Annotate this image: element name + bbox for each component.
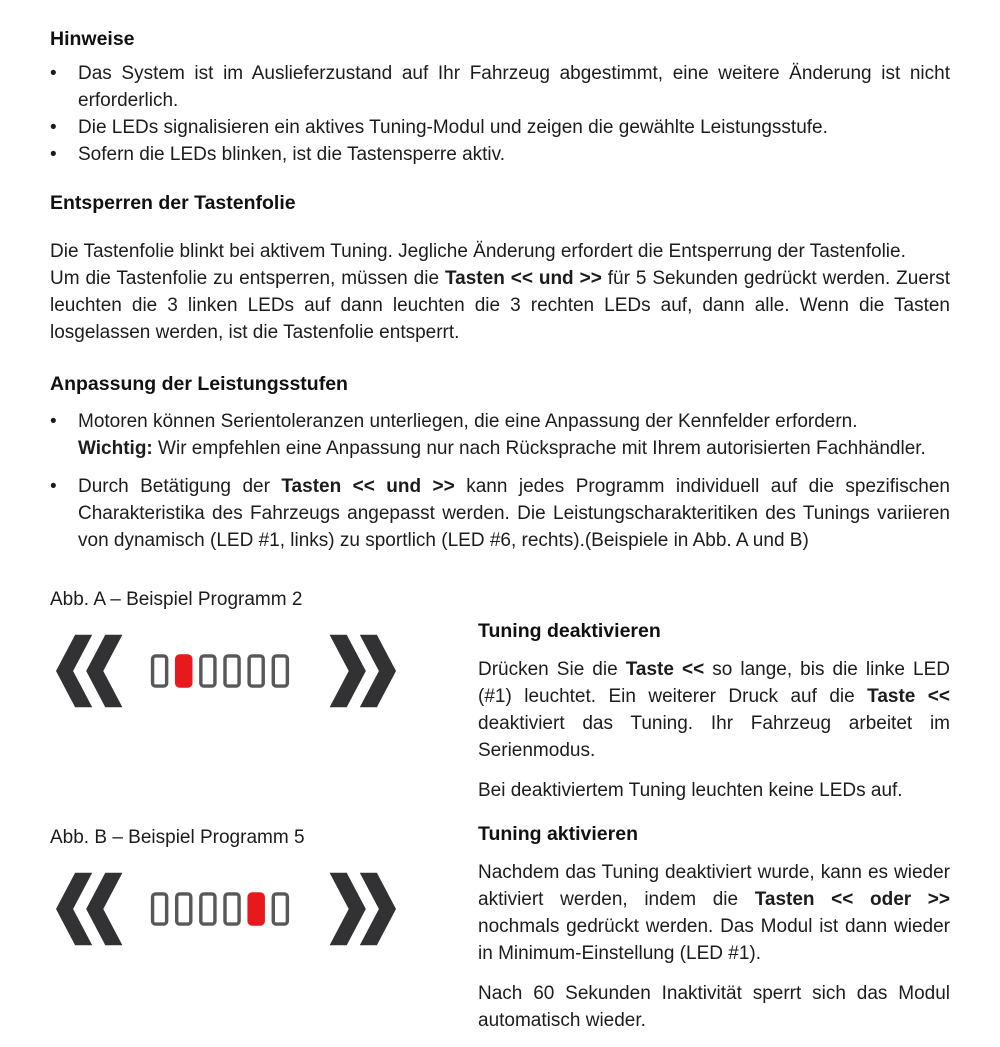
paragraph: Bei deaktiviertem Tuning leuchten keine LEDs auf. — [478, 780, 903, 801]
paragraph: Drücken Sie die Taste << so lange, bis die linke LED (#1) leuchtet. Ein weiterer Druck auf die Taste << deaktiviert das Tuning. Ihr Fahrzeug arbeitet im Serienmodus. — [478, 659, 950, 761]
led-row — [153, 894, 288, 924]
led-indicator — [153, 894, 167, 924]
bullet-text: Die LEDs signalisieren ein aktives Tuning-Modul und zeigen die gewählte Leistungsstufe. — [78, 117, 828, 138]
heading-tuning-aktivieren: Tuning aktivieren — [478, 823, 638, 845]
led-indicator — [201, 894, 215, 924]
heading-anpassung: Anpassung der Leistungsstufen — [50, 373, 348, 395]
list-item — [50, 114, 950, 141]
heading-entsperren: Entsperren der Tastenfolie — [50, 192, 296, 214]
figure-column — [50, 586, 478, 1047]
section-anpassung — [50, 371, 950, 554]
bullet-icon: • — [50, 144, 57, 165]
paragraph: Nach 60 Sekunden Inaktivität sperrt sich das Modul automatisch wieder. — [478, 983, 950, 1031]
paragraph: Wichtig: Wir empfehlen eine Anpassung nur nach Rücksprache mit Ihrem autorisierten Fachhändler. — [78, 438, 926, 459]
led-panel-figure-b — [56, 872, 396, 946]
heading-hinweise: Hinweise — [50, 28, 135, 50]
led-indicator — [177, 894, 191, 924]
led-indicator — [225, 656, 239, 686]
bullet-icon: • — [50, 63, 57, 84]
bullet-icon: • — [50, 476, 57, 497]
bottom-two-column-area — [50, 586, 950, 1047]
led-indicator — [225, 894, 239, 924]
led-indicator — [153, 656, 167, 686]
section-entsperren — [50, 190, 950, 346]
led-indicator — [249, 656, 263, 686]
paragraph: Motoren können Serientoleranzen unterliegen, die eine Anpassung der Kennfelder erfordern. — [78, 411, 858, 432]
right-text-column — [478, 586, 950, 1047]
bullet-icon: • — [50, 411, 57, 432]
section-hinweise — [50, 26, 950, 168]
led-indicator — [273, 894, 287, 924]
led-indicator — [249, 894, 263, 924]
led-panel-figure-a — [56, 634, 396, 708]
led-indicator — [177, 656, 191, 686]
figure-a-block — [50, 586, 478, 708]
double-chevron-right-icon — [330, 873, 396, 945]
bullet-text: Sofern die LEDs blinken, ist die Tastensperre aktiv. — [78, 144, 506, 165]
list-item — [50, 473, 950, 554]
figure-b-caption: Abb. B – Beispiel Programm 5 — [50, 827, 305, 848]
bullet-text — [78, 408, 950, 462]
double-chevron-right-icon — [330, 635, 396, 707]
bullet-icon: • — [50, 117, 57, 138]
heading-tuning-deaktivieren: Tuning deaktivieren — [478, 620, 661, 642]
list-item — [50, 141, 950, 168]
figure-a-caption: Abb. A – Beispiel Programm 2 — [50, 589, 303, 610]
list-item — [50, 408, 950, 462]
paragraph: Um die Tastenfolie zu entsperren, müssen die Tasten << und >> für 5 Sekunden gedrückt werden. Zuerst leuchten die 3 linken LEDs auf dann leuchten die 3 rechten LEDs auf, dann alle. Wenn die Tasten losgelassen werden, ist die Tastenfolie entsperrt. — [50, 268, 950, 343]
paragraph: Die Tastenfolie blinkt bei aktivem Tuning. Jegliche Änderung erfordert die Entsperrung der Tastenfolie. — [50, 241, 906, 262]
led-row — [153, 656, 288, 686]
figure-b-block — [50, 824, 478, 946]
double-chevron-left-icon — [56, 635, 122, 707]
list-item — [50, 60, 950, 114]
paragraph: Nachdem das Tuning deaktiviert wurde, kann es wieder aktiviert werden, indem die Tasten << oder >> nochmals gedrückt werden. Das Modul ist dann wieder in Minimum-Einstellung (LED #1). — [478, 862, 950, 964]
bullet-text: Das System ist im Auslieferzustand auf Ihr Fahrzeug abgestimmt, eine weitere Änderung ist nicht erforderlich. — [78, 63, 950, 111]
double-chevron-left-icon — [56, 873, 122, 945]
bullet-text: Durch Betätigung der Tasten << und >> kann jedes Programm individuell auf die spezifischen Charakteristika des Fahrzeugs angepasst werden. Die Leistungscharakteritiken des Tunings variieren von dynamisch (LED #1, links) zu sportlich (LED #6, rechts).(Beispiele in Abb. A und B) — [78, 476, 950, 551]
led-indicator — [273, 656, 287, 686]
led-indicator — [201, 656, 215, 686]
